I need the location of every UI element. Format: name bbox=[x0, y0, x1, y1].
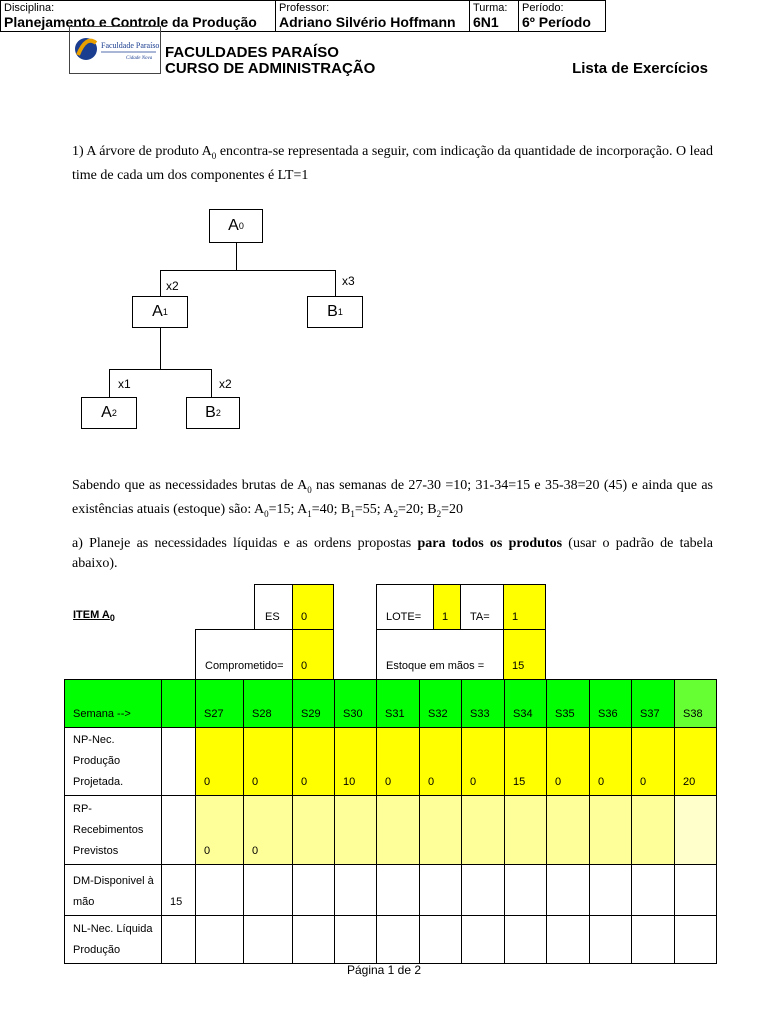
table-cell bbox=[590, 916, 632, 964]
ta-label-box bbox=[460, 584, 504, 630]
item-label: ITEM $A_0$ bbox=[73, 609, 115, 624]
question-1-text: 1) A árvore de produto $A_0$ encontra-se representada a seguir, com indicação da quantidade de incorporação. O lead time de cada um dos componentes é LT=1 bbox=[72, 144, 713, 183]
faculty-logo bbox=[69, 26, 161, 74]
row-label: DM-Disponivel à mão bbox=[65, 865, 162, 916]
table-cell bbox=[590, 796, 632, 865]
table-cell bbox=[244, 865, 293, 916]
table-cell bbox=[420, 796, 462, 865]
week-cell: S35 bbox=[547, 680, 590, 728]
table-cell bbox=[196, 865, 244, 916]
week-cell: S37 bbox=[632, 680, 675, 728]
document-type: Lista de Exercícios bbox=[572, 60, 708, 77]
professor-cell bbox=[276, 1, 470, 32]
es-value-box bbox=[292, 584, 334, 630]
course-name: CURSO DE ADMINISTRAÇÃO bbox=[165, 60, 376, 77]
estoque-value-box bbox=[503, 629, 546, 680]
table-cell bbox=[335, 916, 377, 964]
comprometido-label-box bbox=[195, 629, 293, 680]
estoque-value: 15 bbox=[512, 660, 525, 672]
es-label: ES bbox=[265, 611, 280, 623]
table-cell bbox=[196, 916, 244, 964]
tree-node-a2: A 2 bbox=[81, 397, 137, 429]
table-cell: 0 bbox=[293, 728, 335, 796]
disciplina-value: Planejamento e Controle da Produção bbox=[4, 14, 257, 30]
table-cell: 0 bbox=[196, 796, 244, 865]
table-cell: 20 bbox=[675, 728, 717, 796]
table-cell bbox=[547, 796, 590, 865]
table-cell bbox=[632, 865, 675, 916]
table-cell bbox=[335, 796, 377, 865]
question-a-text: a) Planeje as necessidades líquidas e as ordens propostas para todos os produtos (usar o padrão de tabela abaixo). bbox=[72, 536, 713, 571]
comprometido-value-box bbox=[292, 629, 334, 680]
table-cell bbox=[505, 916, 547, 964]
table-cell bbox=[420, 865, 462, 916]
periodo-label: Período: bbox=[522, 2, 564, 14]
turma-value: 6N1 bbox=[473, 14, 499, 30]
qty-b2: x2 bbox=[219, 377, 232, 391]
comprometido-value: 0 bbox=[301, 660, 308, 672]
table-cell bbox=[675, 865, 717, 916]
row-initial bbox=[162, 916, 196, 964]
qty-a2: x1 bbox=[118, 377, 131, 391]
table-row bbox=[65, 865, 717, 916]
periodo-cell bbox=[519, 1, 606, 32]
tree-node-a0: A 0 bbox=[209, 209, 263, 243]
table-cell bbox=[293, 865, 335, 916]
table-cell: 0 bbox=[632, 728, 675, 796]
turma-cell bbox=[470, 1, 519, 32]
es-label-box bbox=[254, 584, 293, 630]
week-cell: S34 bbox=[505, 680, 547, 728]
qty-a1: x2 bbox=[166, 279, 179, 293]
table-cell: 0 bbox=[244, 796, 293, 865]
table-cell: 0 bbox=[420, 728, 462, 796]
week-initial-cell bbox=[162, 680, 196, 728]
table-cell bbox=[632, 916, 675, 964]
semana-label: Semana --> bbox=[65, 680, 162, 728]
ta-label: TA= bbox=[470, 611, 490, 623]
row-label: NL-Nec. Líquida Produção bbox=[65, 916, 162, 964]
qty-b1: x3 bbox=[342, 274, 355, 288]
week-cell: S29 bbox=[293, 680, 335, 728]
row-label: NP-Nec. Produção Projetada. bbox=[65, 728, 162, 796]
table-cell: 15 bbox=[505, 728, 547, 796]
week-header-row bbox=[65, 680, 717, 728]
mrp-table bbox=[64, 679, 717, 964]
lote-value-box bbox=[433, 584, 461, 630]
table-row bbox=[65, 728, 717, 796]
table-cell: 0 bbox=[590, 728, 632, 796]
lote-value: 1 bbox=[442, 611, 449, 623]
table-cell bbox=[462, 865, 505, 916]
tree-node-b2: B 2 bbox=[186, 397, 240, 429]
tree-node-b1: B 1 bbox=[307, 296, 363, 328]
needs-text: Sabendo que as necessidades brutas de $A_0$ nas semanas de 27-30 =10; 31-34=15 e 35-38=20 (45) e ainda que as existências atuais (estoque) são: $A_0=15$; $A_1=40$; $B_1=55$; $A_2=20$; $B_2=20$ bbox=[72, 478, 713, 519]
lote-label: LOTE= bbox=[386, 611, 422, 623]
institution-name: FACULDADES PARAÍSO bbox=[165, 44, 339, 61]
table-cell bbox=[335, 865, 377, 916]
week-cell: S27 bbox=[196, 680, 244, 728]
table-cell bbox=[293, 796, 335, 865]
week-cell: S31 bbox=[377, 680, 420, 728]
table-cell bbox=[547, 865, 590, 916]
table-cell bbox=[293, 916, 335, 964]
table-cell bbox=[420, 916, 462, 964]
row-initial bbox=[162, 796, 196, 865]
table-cell bbox=[462, 916, 505, 964]
table-cell: 0 bbox=[462, 728, 505, 796]
table-cell bbox=[675, 796, 717, 865]
page-footer: Página 1 de 2 bbox=[346, 963, 422, 977]
table-cell: 10 bbox=[335, 728, 377, 796]
table-cell bbox=[590, 865, 632, 916]
week-cell: S33 bbox=[462, 680, 505, 728]
table-cell bbox=[377, 796, 420, 865]
table-row bbox=[65, 796, 717, 865]
tree-node-a1: A 1 bbox=[132, 296, 188, 328]
professor-value: Adriano Silvério Hoffmann bbox=[279, 14, 456, 30]
ta-value-box bbox=[503, 584, 546, 630]
table-cell: 0 bbox=[377, 728, 420, 796]
week-cell: S30 bbox=[335, 680, 377, 728]
table-cell bbox=[505, 865, 547, 916]
table-cell: 0 bbox=[196, 728, 244, 796]
table-cell bbox=[377, 916, 420, 964]
estoque-label: Estoque em mãos = bbox=[386, 660, 485, 672]
week-cell: S36 bbox=[590, 680, 632, 728]
logo-subtext: Cidade Nova bbox=[126, 56, 153, 61]
week-cell: S28 bbox=[244, 680, 293, 728]
row-initial bbox=[162, 728, 196, 796]
lote-label-box bbox=[376, 584, 434, 630]
table-cell: 0 bbox=[244, 728, 293, 796]
table-cell bbox=[462, 796, 505, 865]
row-initial: 15 bbox=[162, 865, 196, 916]
disciplina-label: Disciplina: bbox=[4, 2, 55, 14]
table-cell bbox=[505, 796, 547, 865]
es-value: 0 bbox=[301, 611, 308, 623]
periodo-value: 6º Período bbox=[522, 14, 591, 30]
table-row bbox=[65, 916, 717, 964]
ta-value: 1 bbox=[512, 611, 519, 623]
turma-label: Turma: bbox=[473, 2, 508, 14]
table-cell bbox=[377, 865, 420, 916]
estoque-label-box bbox=[376, 629, 504, 680]
week-cell: S32 bbox=[420, 680, 462, 728]
table-cell bbox=[547, 916, 590, 964]
table-cell bbox=[632, 796, 675, 865]
table-cell bbox=[675, 916, 717, 964]
professor-label: Professor: bbox=[279, 2, 330, 14]
table-cell: 0 bbox=[547, 728, 590, 796]
row-label: RP- Recebimentos Previstos bbox=[65, 796, 162, 865]
table-cell bbox=[244, 916, 293, 964]
logo-text: Faculdade Paraíso bbox=[101, 41, 160, 50]
week-cell: S38 bbox=[675, 680, 717, 728]
comprometido-label: Comprometido= bbox=[205, 660, 284, 672]
